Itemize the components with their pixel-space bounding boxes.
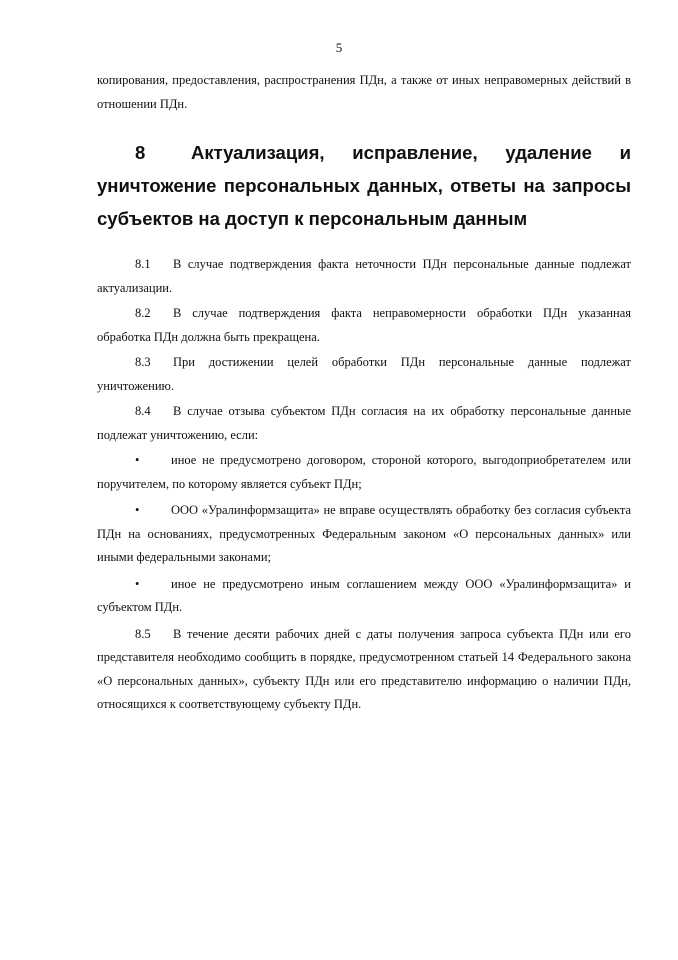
bullet-item — [97, 573, 631, 620]
document-body — [97, 69, 631, 719]
clause-number: 8.2 — [135, 306, 151, 320]
clause-number: 8.4 — [135, 404, 151, 418]
bullet-text: ООО «Уралинформзащита» не вправе осуществлять обработку без согласия субъекта ПДн на основаниях, предусмотренных Федеральным законом «О персональных данных» или иными федеральными законами; — [97, 503, 631, 564]
clause-number: 8.1 — [135, 257, 151, 271]
clause-text: В случае подтверждения факта неправомерности обработки ПДн указанная обработка ПДн должна быть прекращена. — [97, 306, 631, 344]
clause-8-2 — [97, 302, 631, 349]
bullet-item — [97, 499, 631, 570]
bullet-icon: • — [135, 453, 140, 467]
clause-8-3 — [97, 351, 631, 398]
clause-number: 8.3 — [135, 355, 151, 369]
intro-paragraph: копирования, предоставления, распространения ПДн, а также от иных неправомерных действий в отношении ПДн. — [97, 73, 631, 111]
bullet-text: иное не предусмотрено иным соглашением между ООО «Уралинформзащита» и субъектом ПДн. — [97, 576, 631, 614]
section-title: Актуализация, исправление, удаление и уничтожение персональных данных, ответы на запросы субъектов на доступ к персональным данным — [97, 142, 631, 229]
bullet-item — [97, 449, 631, 496]
clause-text: В течение десяти рабочих дней с даты получения запроса субъекта ПДн или его представителя необходимо сообщить в порядке, предусмотренном статьей 14 Федерального закона «О персональных данных», субъекту ПДн или его представителю информацию о наличии ПДн, относящихся к соответствующему субъекту ПДн. — [97, 626, 631, 711]
page-number: 5 — [335, 40, 343, 55]
clause-8-5 — [97, 623, 631, 717]
clause-8-1 — [97, 253, 631, 300]
bullet-icon: • — [135, 503, 140, 517]
clause-text: В случае отзыва субъектом ПДн согласия на их обработку персональные данные подлежат уничтожению, если: — [97, 404, 631, 442]
clause-number: 8.5 — [135, 626, 151, 641]
clause-text: При достижении целей обработки ПДн персональные данные подлежат уничтожению. — [97, 355, 631, 393]
clause-text: В случае подтверждения факта неточности ПДн персональные данные подлежат актуализации. — [97, 257, 631, 295]
clause-8-4 — [97, 400, 631, 447]
bullet-icon: • — [135, 576, 140, 591]
section-number: 8 — [135, 142, 146, 163]
bullet-text: иное не предусмотрено договором, стороной которого, выгодоприобретателем или поручителем, по которому является субъект ПДн; — [97, 453, 631, 491]
section-heading — [97, 136, 631, 235]
